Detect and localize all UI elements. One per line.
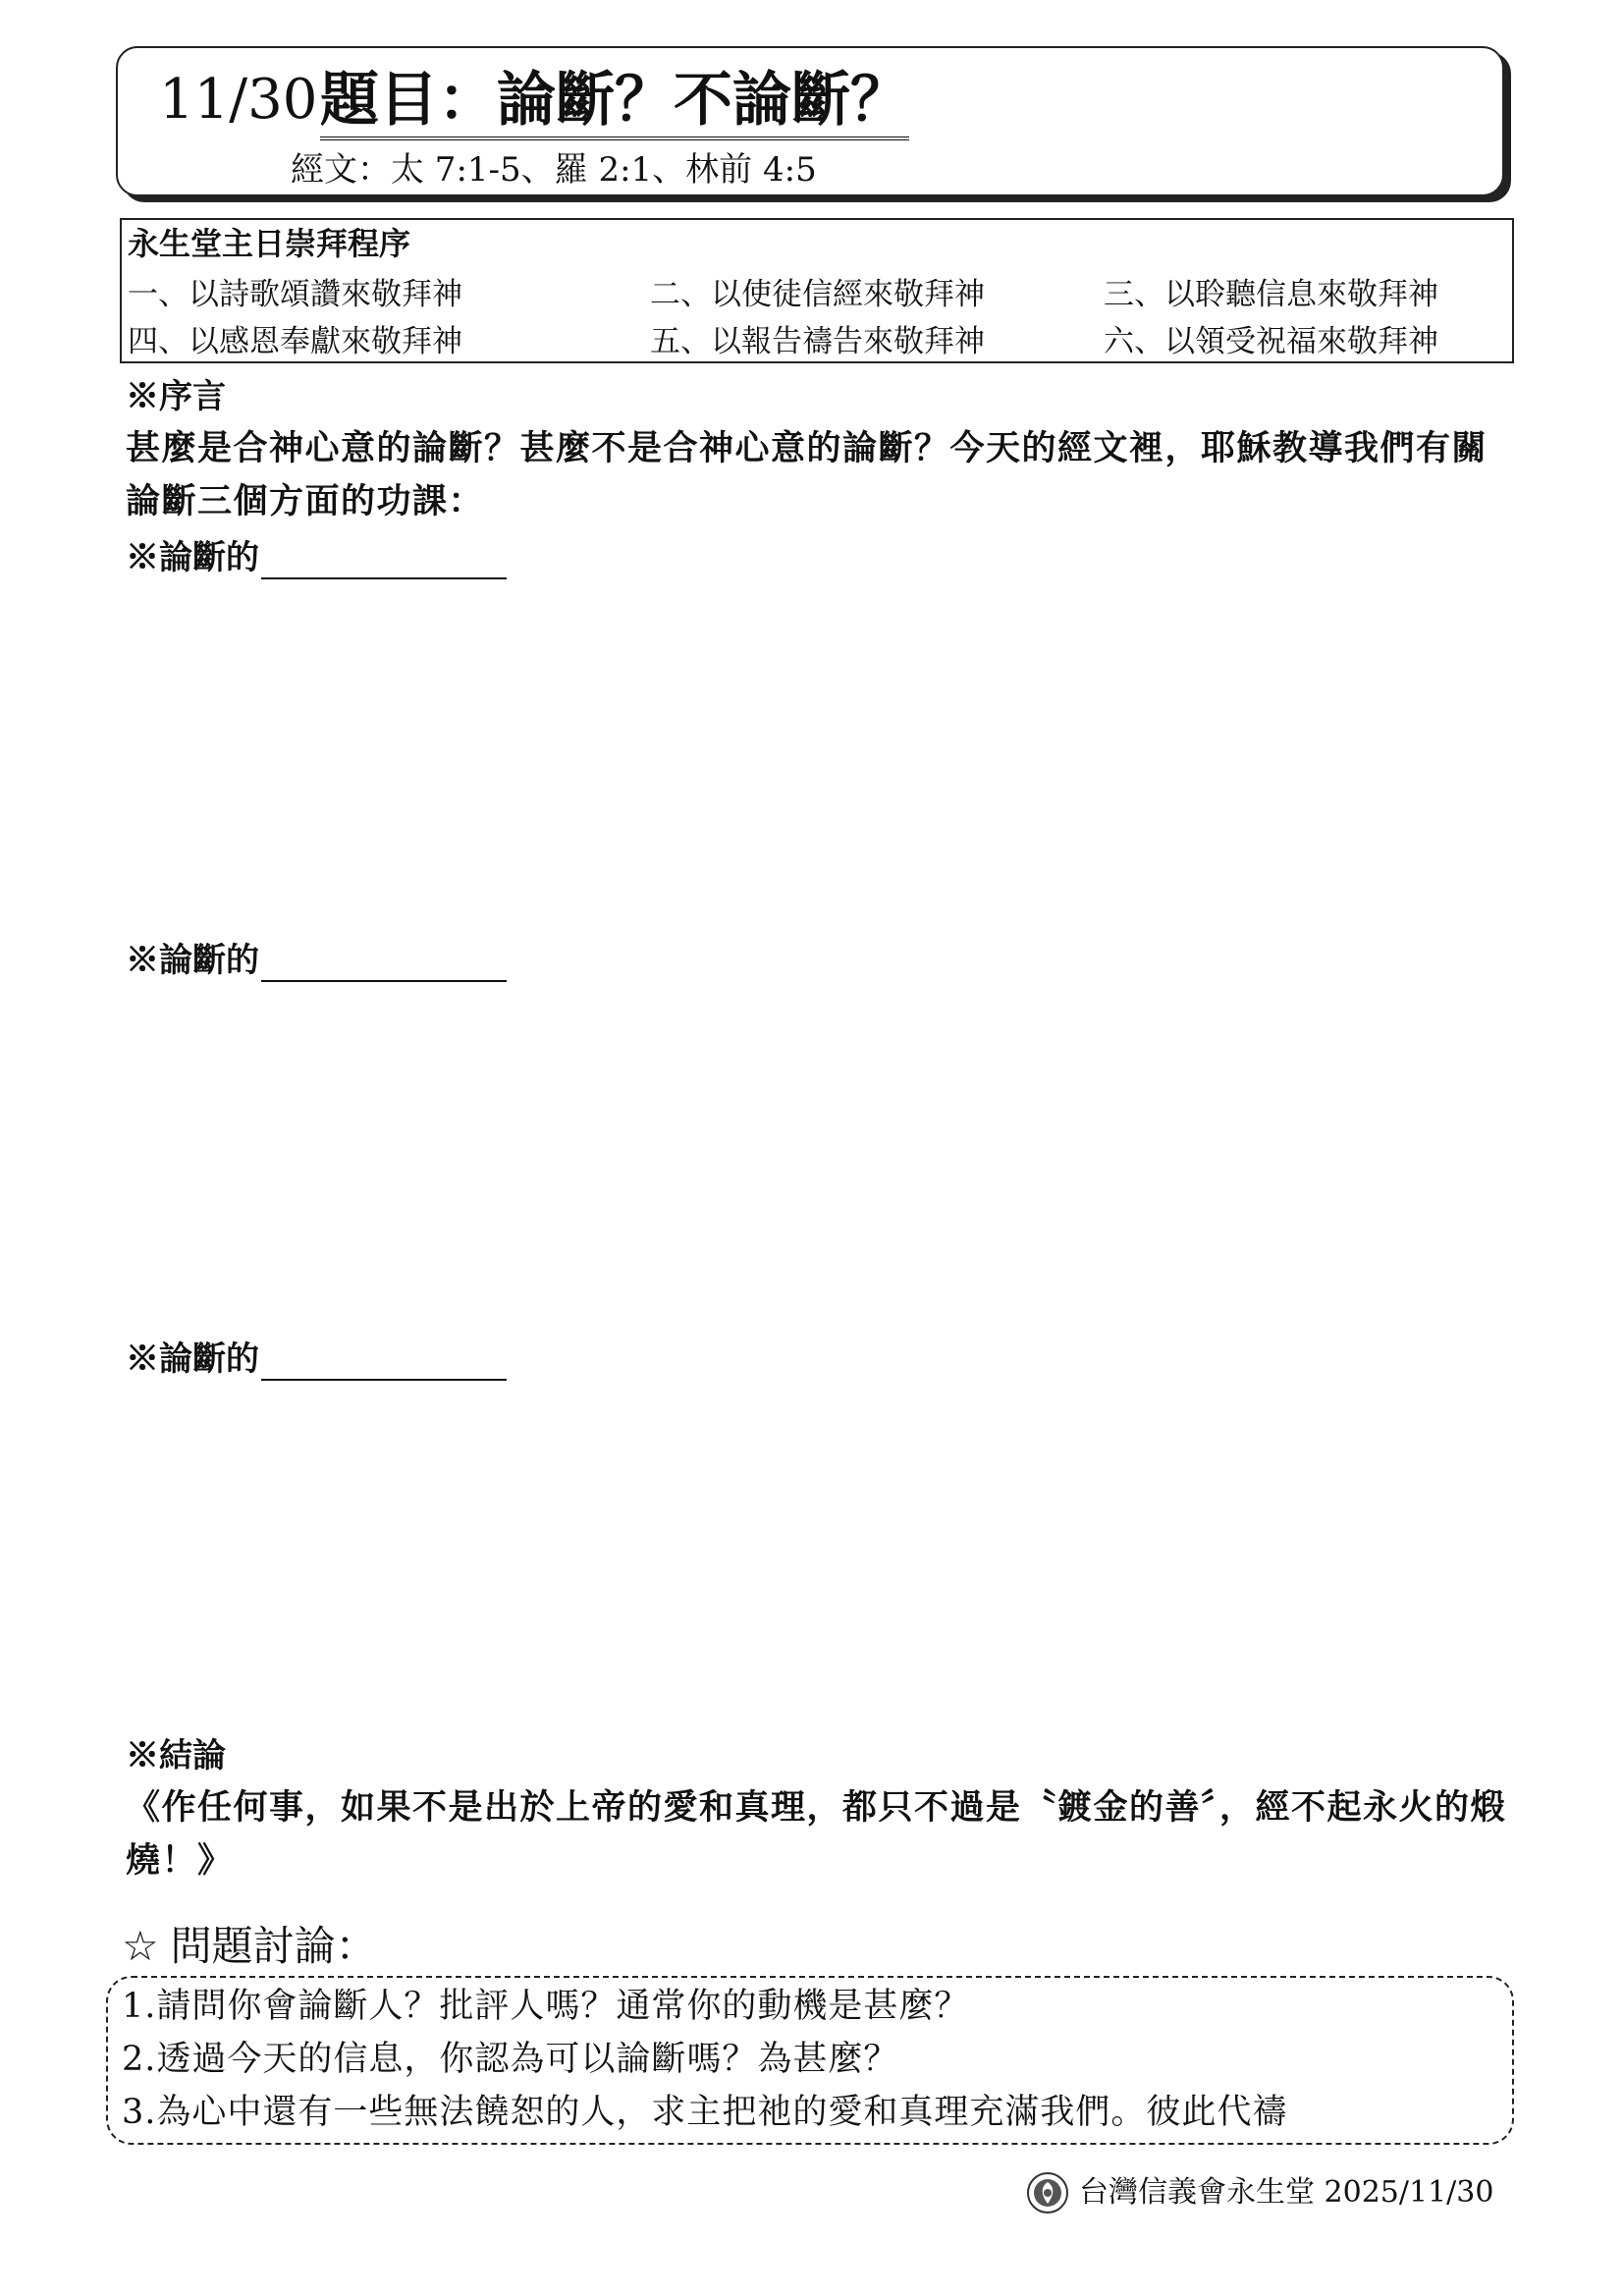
- question-item: 1.請問你會論斷人？批評人嗎？通常你的動機是甚麼？: [122, 1987, 970, 2026]
- fill-in-blank[interactable]: [261, 1349, 507, 1381]
- church-seal-icon: [1026, 2171, 1069, 2214]
- program-item: 四、以感恩奉獻來敬拜神: [128, 324, 462, 359]
- point-2-label: ※論斷的: [126, 941, 259, 980]
- point-1-heading: [126, 536, 507, 579]
- discussion-title: 問題討論：: [170, 1922, 377, 1970]
- preface-heading: ※序言: [126, 377, 226, 416]
- question-item: 3.為心中還有一些無法饒恕的人，求主把祂的愛和真理充滿我們。彼此代禱: [122, 2093, 1288, 2132]
- program-item: 一、以詩歌頌讚來敬拜神: [128, 277, 462, 312]
- point-2-heading: [126, 939, 507, 982]
- title-box: [116, 46, 1504, 196]
- discussion-heading: [122, 1920, 377, 1973]
- sermon-date: 11/30: [159, 68, 318, 132]
- point-3-label: ※論斷的: [126, 1339, 259, 1379]
- program-item: 三、以聆聽信息來敬拜神: [1104, 277, 1438, 312]
- conclusion-heading: ※結論: [126, 1736, 226, 1776]
- program-item: 六、以領受祝福來敬拜神: [1104, 324, 1438, 359]
- question-item: 2.透過今天的信息，你認為可以論斷嗎？為甚麼？: [122, 2040, 899, 2079]
- conclusion-text: 《作任何事，如果不是出於上帝的愛和真理，都只不過是〝鍍金的善〞，經不起永火的煅燒！》: [126, 1787, 1507, 1881]
- star-icon: ☆: [122, 1922, 159, 1970]
- fill-in-blank[interactable]: [261, 951, 507, 982]
- program-title: 永生堂主日崇拜程序: [128, 225, 411, 262]
- sermon-title: 題目：論斷？不論斷？: [320, 66, 909, 140]
- preface-text: 甚麼是合神心意的論斷？甚麼不是合神心意的論斷？今天的經文裡，耶穌教導我們有關論斷三個方面的功課：: [126, 428, 1488, 521]
- fill-in-blank[interactable]: [261, 548, 507, 579]
- program-item: 二、以使徒信經來敬拜神: [650, 277, 985, 312]
- footer-text: 台灣信義會永生堂 2025/11/30: [1079, 2175, 1494, 2210]
- point-1-label: ※論斷的: [126, 538, 259, 577]
- discussion-box: [106, 1976, 1514, 2145]
- footer: [1026, 2167, 1493, 2218]
- scripture-reference: 經文：太 7:1-5、羅 2:1、林前 4:5: [291, 150, 817, 190]
- worship-program-box: [120, 218, 1514, 363]
- program-item: 五、以報告禱告來敬拜神: [650, 324, 985, 359]
- point-3-heading: [126, 1338, 507, 1381]
